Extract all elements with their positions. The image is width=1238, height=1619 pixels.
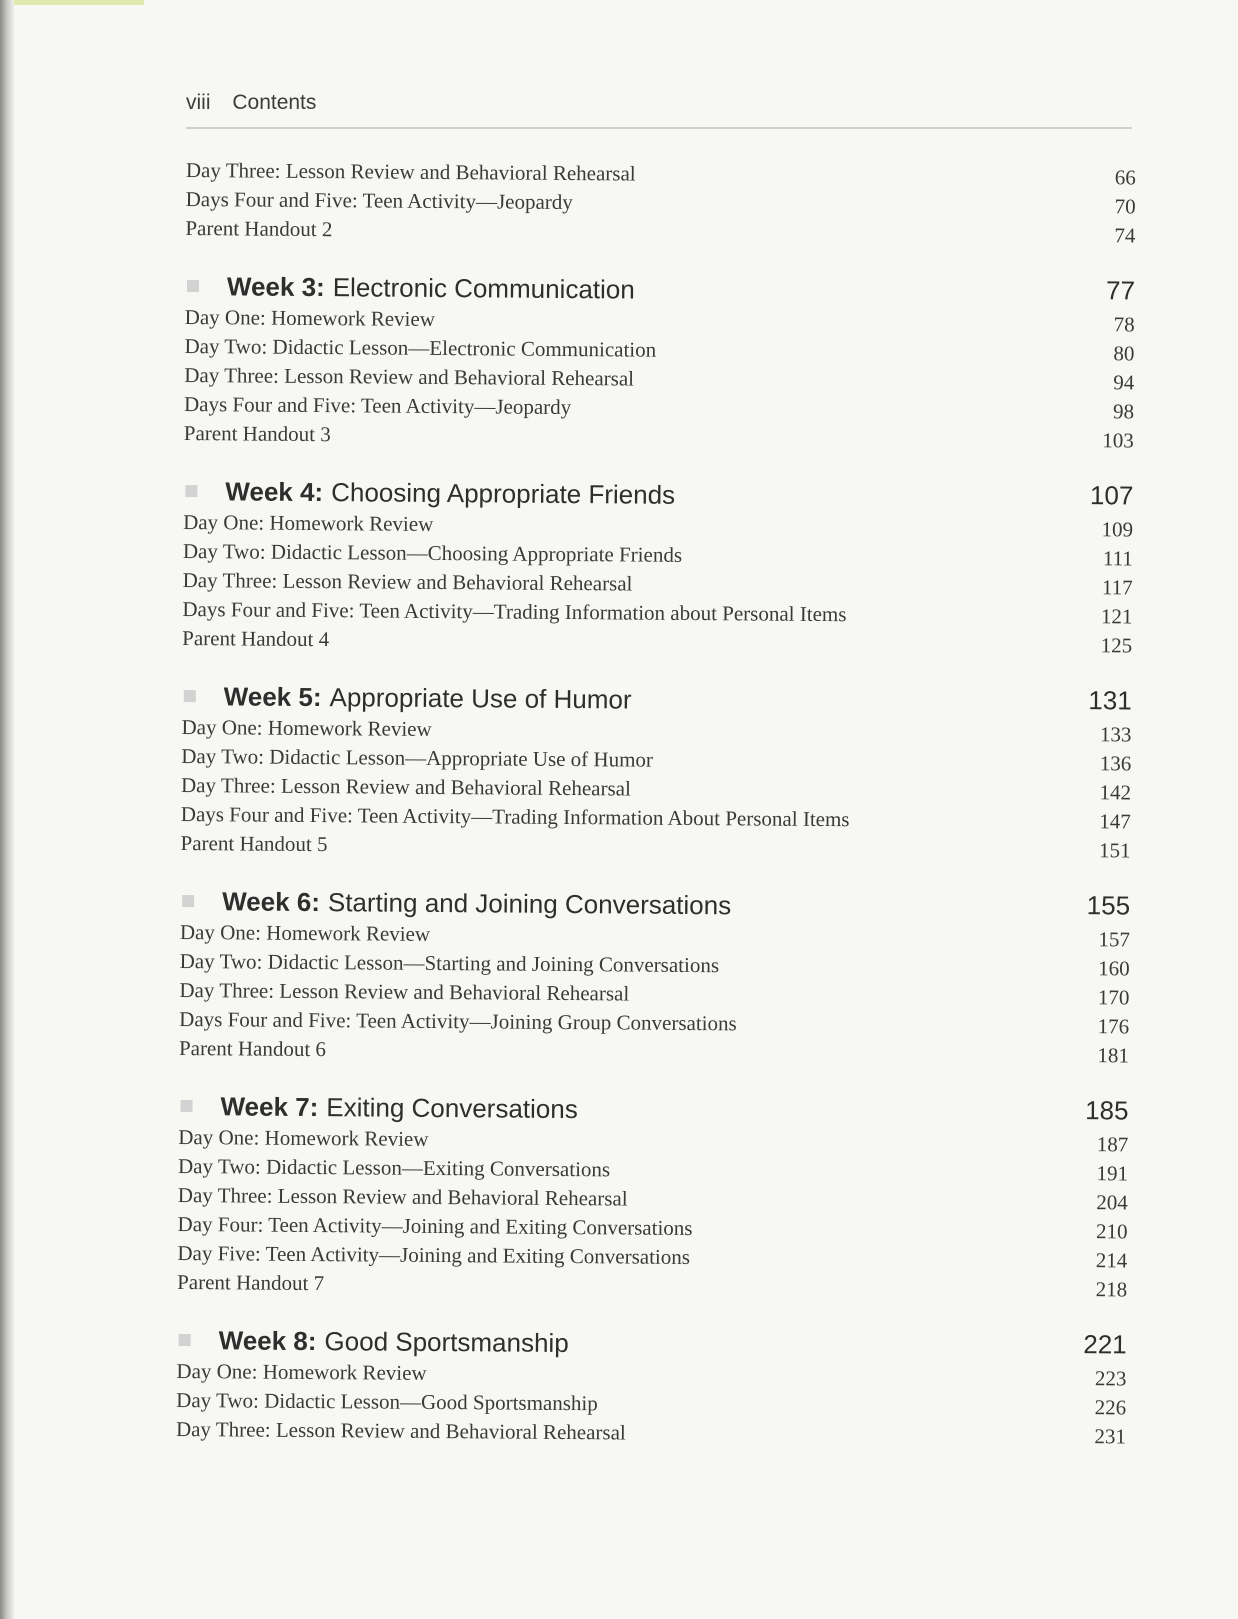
toc-content — [176, 156, 1136, 1451]
week-topic: Good Sportsmanship — [324, 1326, 569, 1359]
toc-row — [176, 1415, 1126, 1451]
week-number: Week 3: — [226, 271, 325, 303]
week-page: 221 — [1083, 1329, 1127, 1360]
toc-entry-label: Day Two: Didactic Lesson—Good Sportsmanship — [176, 1387, 598, 1416]
week-page: 185 — [1085, 1095, 1129, 1126]
toc-entry-label: Day Two: Didactic Lesson—Starting and Joining Conversations — [179, 948, 720, 978]
page-spine-shadow — [0, 0, 14, 1619]
square-bullet-icon — [179, 1334, 191, 1346]
toc-weeks — [176, 265, 1135, 1451]
toc-entry-page: 226 — [1094, 1395, 1127, 1420]
toc-entry-label: Day One: Homework Review — [178, 1124, 429, 1151]
week-title — [183, 473, 675, 513]
toc-entry-page: 151 — [1098, 838, 1131, 863]
toc-entry-label: Day Three: Lesson Review and Behavioral Rehearsal — [180, 772, 631, 801]
toc-week-section — [177, 1085, 1129, 1304]
toc-entry-page: 103 — [1102, 428, 1134, 453]
week-title — [178, 1088, 578, 1127]
toc-entry-page: 191 — [1096, 1161, 1129, 1186]
week-number: Week 5: — [223, 681, 322, 713]
corner-mark — [14, 0, 144, 5]
week-number: Week 7: — [220, 1091, 319, 1123]
toc-entry-label: Parent Handout 2 — [185, 215, 333, 242]
toc-entry-label: Day One: Homework Review — [179, 919, 431, 946]
toc-entry-page: 187 — [1096, 1132, 1129, 1157]
toc-entry-page: 74 — [1114, 223, 1136, 248]
toc-entry-label: Day One: Homework Review — [183, 509, 434, 536]
page-number: viii — [186, 91, 211, 114]
toc-week-section — [179, 880, 1130, 1070]
square-bullet-icon — [187, 280, 199, 292]
toc-entry-label: Parent Handout 3 — [183, 420, 331, 447]
toc-entry-page: 98 — [1112, 399, 1135, 424]
toc-entry-label: Day Three: Lesson Review and Behavioral Rehearsal — [179, 977, 630, 1006]
square-bullet-icon — [185, 485, 197, 497]
toc-entry-label: Days Four and Five: Teen Activity—Jeopardy — [185, 186, 573, 215]
toc-entry-label: Day Three: Lesson Review and Behavioral Rehearsal — [182, 567, 633, 596]
week-number: Week 4: — [225, 476, 324, 508]
square-bullet-icon — [182, 895, 194, 907]
toc-entry-label: Day Two: Didactic Lesson—Appropriate Use of Humor — [181, 743, 654, 772]
toc-entry-label: Days Four and Five: Teen Activity—Trading Information about Personal Items — [182, 596, 847, 627]
toc-entry-label: Day Three: Lesson Review and Behavioral Rehearsal — [175, 1416, 626, 1445]
toc-entry-page: 94 — [1113, 370, 1135, 395]
toc-row — [185, 214, 1135, 250]
toc-entry-page: 66 — [1114, 165, 1136, 190]
toc-entry-label: Day Three: Lesson Review and Behavioral Rehearsal — [177, 1182, 628, 1211]
toc-entry-page: 70 — [1114, 194, 1136, 219]
toc-entry-label: Parent Handout 7 — [177, 1269, 325, 1296]
toc-week-section — [184, 265, 1135, 455]
toc-entry-page: 170 — [1097, 985, 1130, 1010]
header-title: Contents — [232, 91, 317, 114]
toc-week-section — [176, 1319, 1127, 1451]
toc-row — [184, 419, 1134, 455]
toc-entry-label: Days Four and Five: Teen Activity—Trading Information About Personal Items — [180, 801, 850, 832]
week-title — [185, 268, 635, 308]
square-bullet-icon — [180, 1100, 192, 1112]
week-title — [182, 678, 632, 718]
toc-entry-page: 214 — [1095, 1248, 1128, 1273]
toc-entry-label: Days Four and Five: Teen Activity—Joining Group Conversations — [179, 1006, 737, 1036]
week-topic: Electronic Communication — [332, 272, 635, 305]
toc-entry-page: 181 — [1097, 1043, 1130, 1068]
week-topic: Exiting Conversations — [326, 1092, 578, 1125]
week-title — [177, 1322, 569, 1361]
toc-row — [179, 1034, 1129, 1070]
toc-row — [177, 1268, 1127, 1304]
toc-entry-page: 142 — [1099, 780, 1132, 805]
toc-entry-page: 204 — [1096, 1190, 1128, 1215]
week-topic: Choosing Appropriate Friends — [331, 477, 676, 510]
toc-entry-label: Days Four and Five: Teen Activity—Jeopardy — [183, 391, 572, 420]
toc-lead-section — [185, 156, 1136, 250]
toc-entry-label: Parent Handout 6 — [178, 1035, 327, 1062]
toc-entry-label: Day Five: Teen Activity—Joining and Exiting Conversations — [177, 1240, 691, 1269]
toc-entry-page: 210 — [1095, 1219, 1128, 1244]
toc-week-section — [182, 470, 1133, 660]
toc-entry-page: 136 — [1099, 751, 1132, 776]
toc-entry-page: 78 — [1113, 312, 1135, 337]
toc-entry-page: 121 — [1100, 604, 1133, 629]
toc-entry-page: 223 — [1094, 1366, 1127, 1391]
toc-entry-page: 109 — [1101, 517, 1134, 542]
running-header — [186, 91, 1132, 129]
square-bullet-icon — [184, 690, 196, 702]
toc-entry-label: Parent Handout 4 — [182, 625, 330, 652]
toc-entry-page: 80 — [1113, 341, 1135, 366]
toc-entry-page: 176 — [1097, 1014, 1130, 1039]
week-page: 77 — [1105, 275, 1136, 306]
toc-entry-label: Day Three: Lesson Review and Behavioral Rehearsal — [184, 362, 635, 391]
toc-entry-label: Day One: Homework Review — [184, 304, 436, 331]
toc-entry-page: 160 — [1098, 956, 1130, 981]
week-page: 131 — [1088, 685, 1132, 716]
week-number: Week 8: — [218, 1325, 317, 1357]
toc-entry-label: Day Two: Didactic Lesson—Electronic Communication — [184, 333, 657, 362]
toc-entry-label: Day One: Homework Review — [176, 1358, 427, 1385]
week-page: 155 — [1086, 890, 1131, 921]
toc-row — [182, 624, 1132, 660]
week-number: Week 6: — [222, 886, 321, 918]
toc-entry-label: Day Two: Didactic Lesson—Choosing Appropriate Friends — [182, 538, 683, 567]
toc-entry-page: 133 — [1099, 722, 1132, 747]
week-title — [180, 883, 731, 923]
toc-week-section — [180, 675, 1131, 865]
toc-entry-page: 117 — [1101, 575, 1133, 600]
toc-entry-page: 218 — [1095, 1277, 1128, 1302]
toc-row — [180, 829, 1130, 865]
toc-entry-page: 111 — [1102, 546, 1133, 571]
toc-entry-label: Day Three: Lesson Review and Behavioral Rehearsal — [185, 157, 636, 186]
week-topic: Starting and Joining Conversations — [327, 887, 732, 921]
week-page: 107 — [1089, 480, 1134, 511]
week-topic: Appropriate Use of Humor — [329, 682, 632, 715]
toc-entry-page: 125 — [1100, 633, 1133, 658]
toc-entry-label: Day Four: Teen Activity—Joining and Exiting Conversations — [177, 1211, 693, 1241]
toc-entry-page: 231 — [1094, 1424, 1127, 1449]
toc-entry-label: Day One: Homework Review — [181, 714, 432, 741]
toc-entry-page: 157 — [1098, 927, 1130, 952]
toc-entry-label: Parent Handout 5 — [180, 830, 328, 857]
toc-entry-page: 147 — [1099, 809, 1131, 834]
toc-entry-label: Day Two: Didactic Lesson—Exiting Conversations — [177, 1153, 611, 1182]
